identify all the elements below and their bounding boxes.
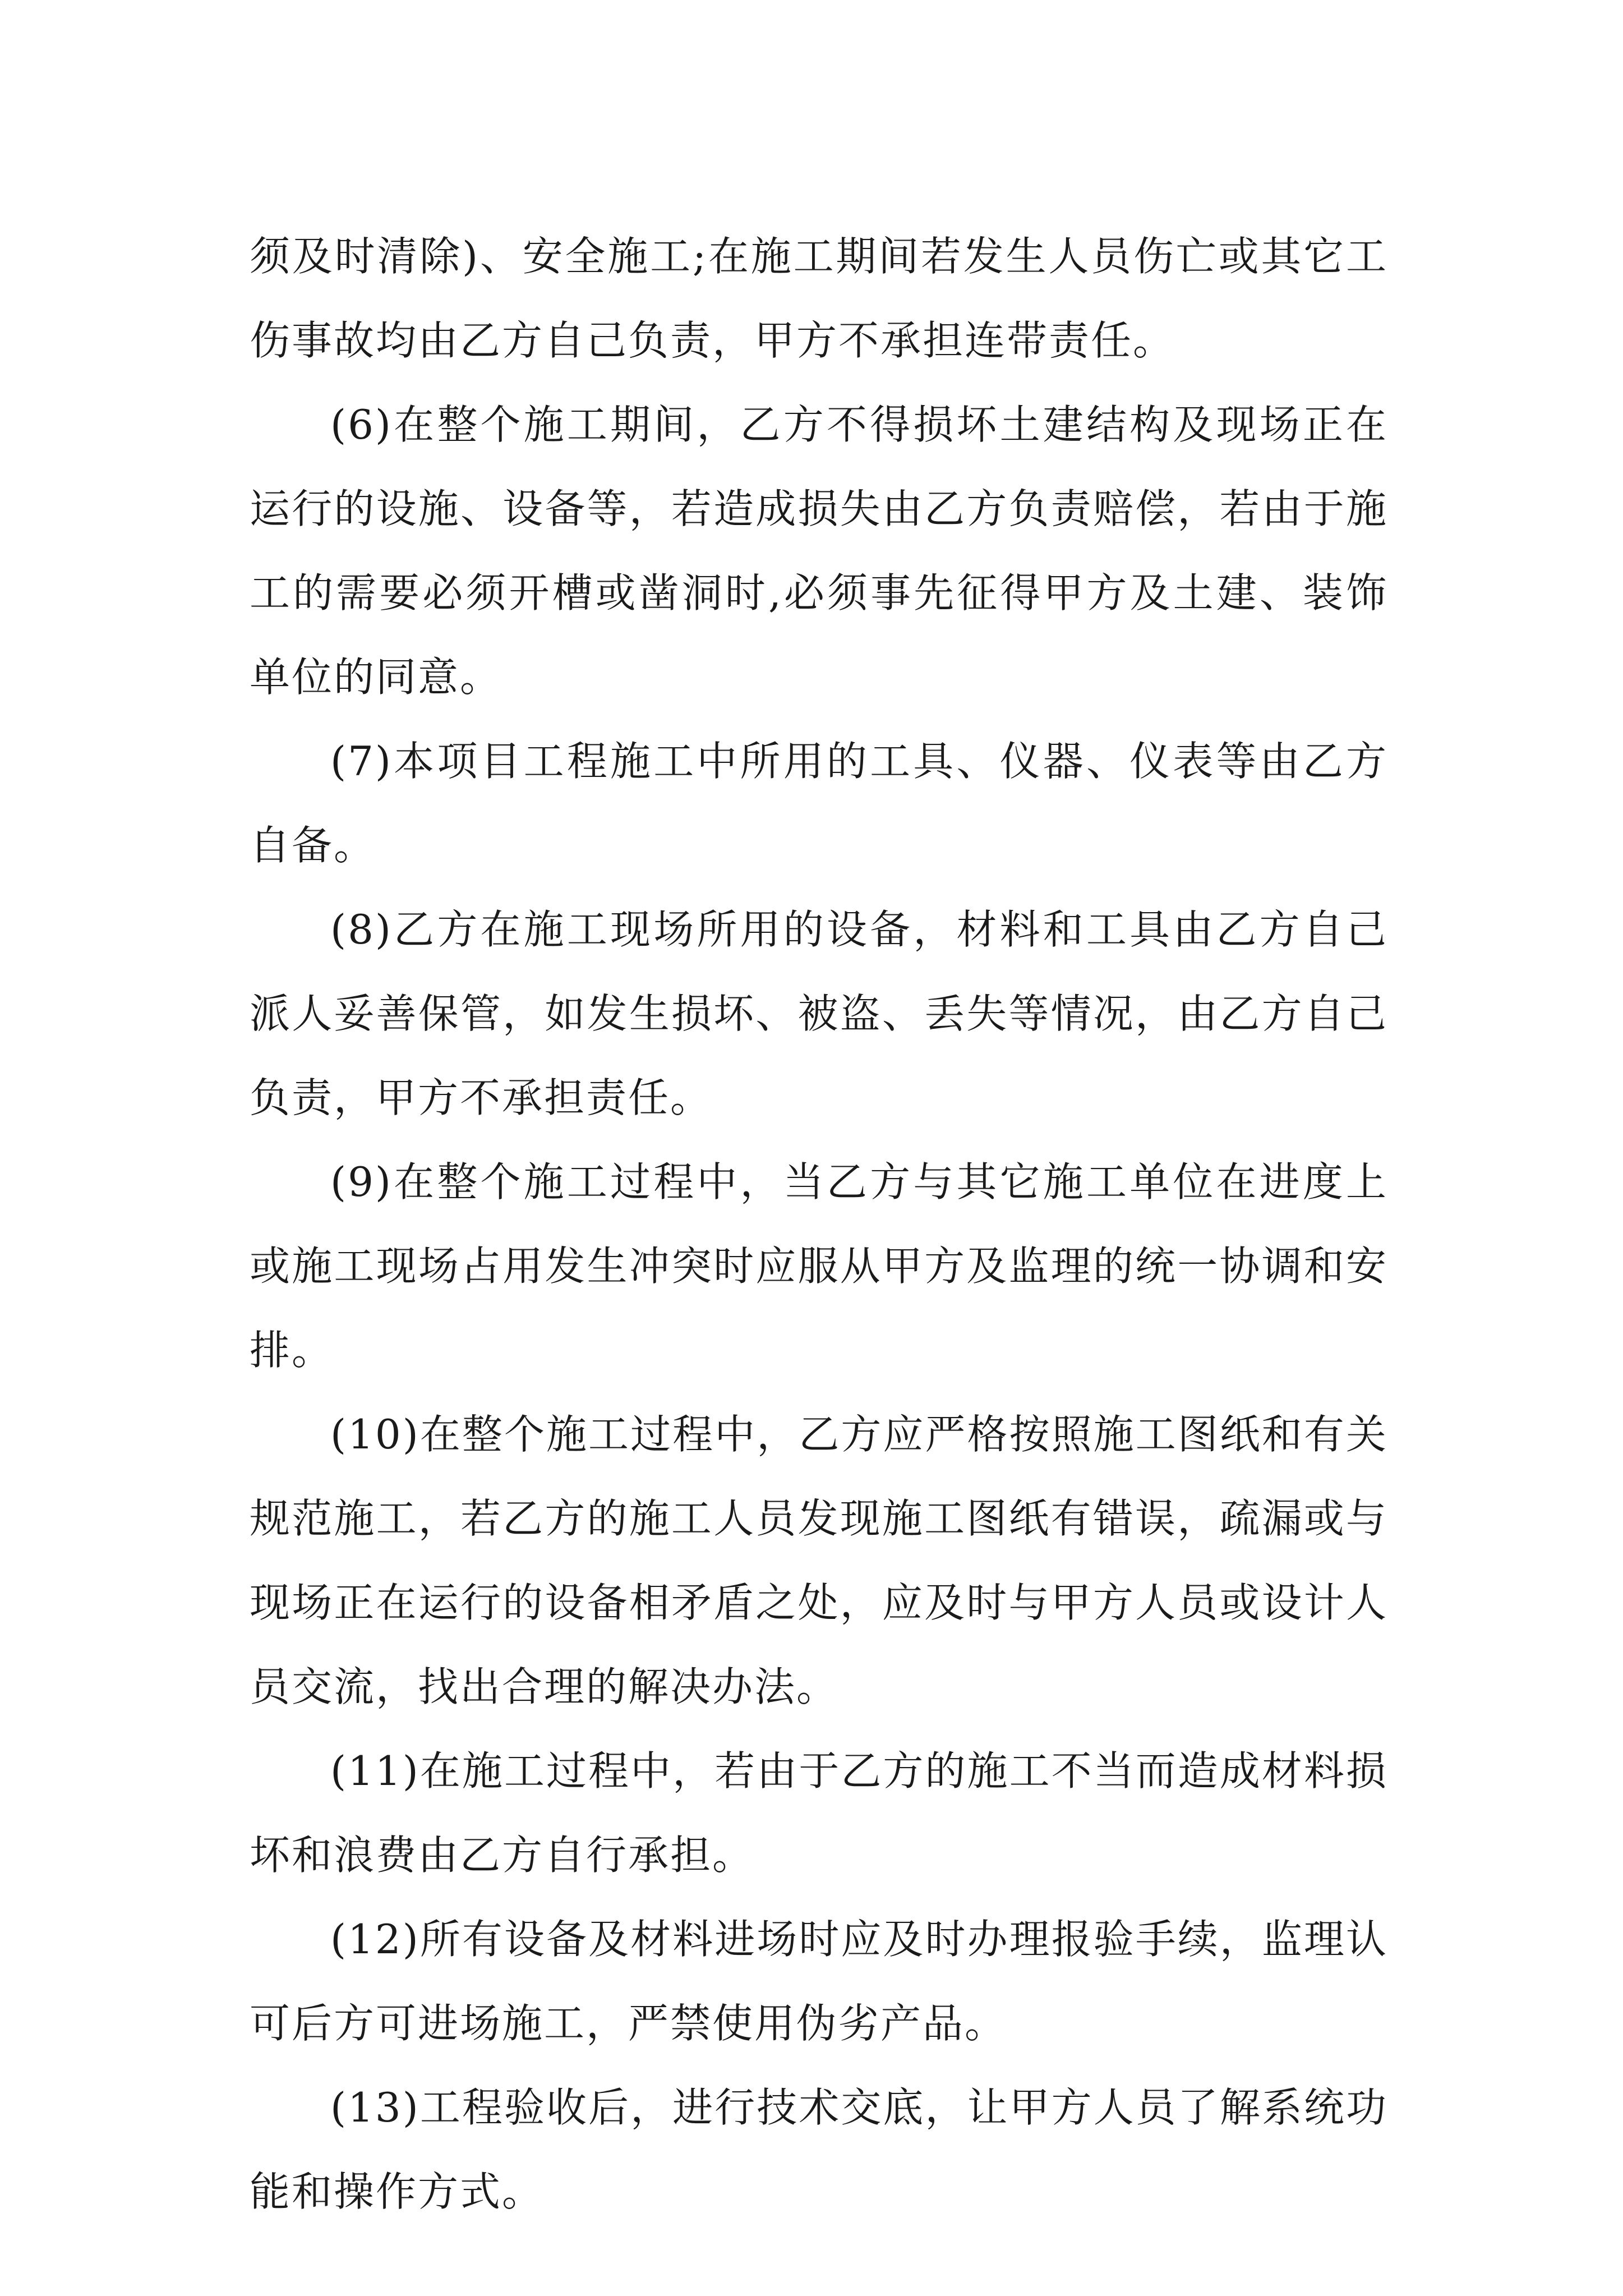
paragraph-item-6: (6)在整个施工期间，乙方不得损坏土建结构及现场正在运行的设施、设备等，若造成损失由乙方负责赔偿，若由于施工的需要必须开槽或凿洞时,必须事先征得甲方及土建、装饰单位的同意。 xyxy=(250,401,1388,701)
paragraph-item-9: (9)在整个施工过程中，当乙方与其它施工单位在进度上或施工现场占用发生冲突时应服从甲方及监理的统一协调和安排。 xyxy=(250,1158,1388,1374)
paragraph-item-12: (12)所有设备及材料进场时应及时办理报验手续，监理认可后方可进场施工，严禁使用伪劣产品。 xyxy=(250,1916,1388,2047)
paragraph-item-8: (8)乙方在施工现场所用的设备，材料和工具由乙方自己派人妥善保管，如发生损坏、被盗、丢失等情况，由乙方自己负责，甲方不承担责任。 xyxy=(250,906,1388,1121)
document-body xyxy=(250,214,1388,2234)
paragraph-item-11: (11)在施工过程中，若由于乙方的施工不当而造成材料损坏和浪费由乙方自行承担。 xyxy=(250,1747,1388,1879)
paragraph-continuation: 须及时清除)、安全施工;在施工期间若发生人员伤亡或其它工伤事故均由乙方自己负责，甲方不承担连带责任。 xyxy=(250,233,1388,364)
paragraph-item-7: (7)本项目工程施工中所用的工具、仪器、仪表等由乙方自备。 xyxy=(250,738,1388,869)
paragraph-item-10: (10)在整个施工过程中，乙方应严格按照施工图纸和有关规范施工，若乙方的施工人员发现施工图纸有错误，疏漏或与现场正在运行的设备相矛盾之处，应及时与甲方人员或设计人员交流，找出合理的解决办法。 xyxy=(250,1411,1388,1710)
paragraph-item-13: (13)工程验收后，进行技术交底，让甲方人员了解系统功能和操作方式。 xyxy=(250,2084,1388,2215)
